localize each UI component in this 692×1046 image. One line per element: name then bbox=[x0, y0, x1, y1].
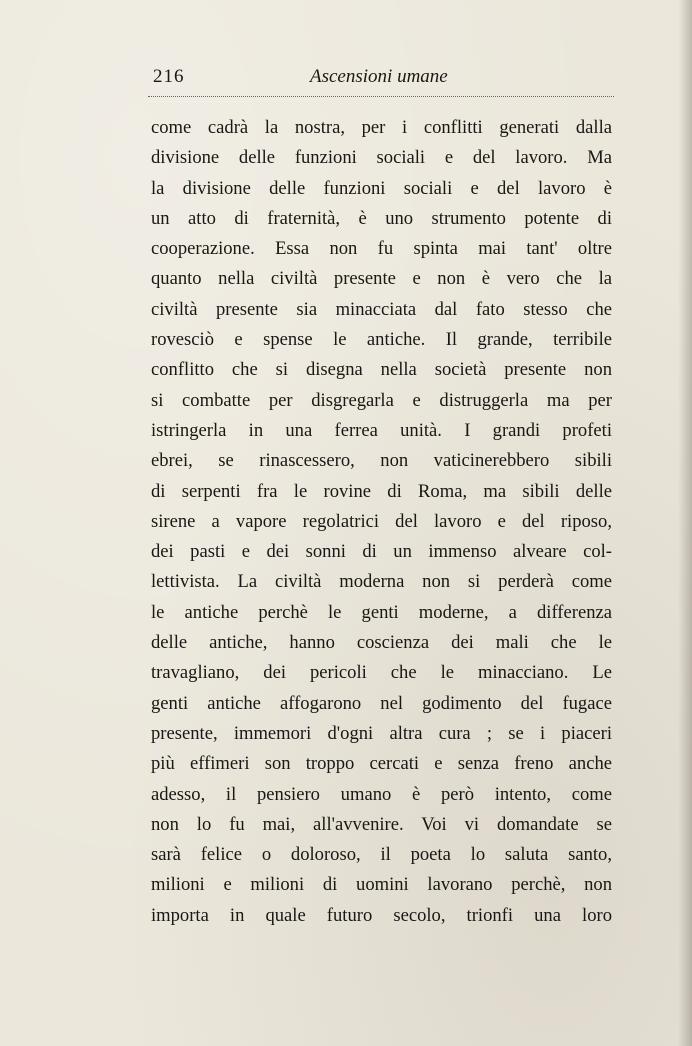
text-line: istringerla in una ferrea unità. I grandi profeti bbox=[151, 419, 612, 441]
text-line: la divisione delle funzioni sociali e del lavoro è bbox=[151, 177, 612, 199]
text-line: come cadrà la nostra, per i conflitti generati dalla bbox=[151, 117, 612, 138]
text-line: sarà felice o doloroso, il poeta lo saluta santo, bbox=[151, 844, 612, 866]
text-line: adesso, il pensiero umano è però intento, come bbox=[151, 783, 612, 805]
text-line: non lo fu mai, all'avvenire. Voi vi domandate se bbox=[151, 813, 612, 835]
text-line: cooperazione. Essa non fu spinta mai tant' oltre bbox=[151, 238, 612, 260]
text-line: genti antiche affogarono nel godimento del fugace bbox=[151, 692, 612, 714]
text-line: sirene a vapore regolatrici del lavoro e del riposo, bbox=[151, 510, 612, 532]
header-rule bbox=[148, 96, 614, 97]
text-line: si combatte per disgregarla e distruggerla ma per bbox=[151, 389, 612, 411]
page-spine-shadow bbox=[678, 0, 692, 1046]
text-line: di serpenti fra le rovine di Roma, ma sibili delle bbox=[151, 480, 612, 502]
text-line: le antiche perchè le genti moderne, a differenza bbox=[151, 601, 612, 623]
text-line: ebrei, se rinascessero, non vaticinerebbero sibili bbox=[151, 450, 612, 472]
text-line: un atto di fraternità, è uno strumento potente di bbox=[151, 207, 612, 229]
text-line: delle antiche, hanno coscienza dei mali che le bbox=[151, 632, 612, 654]
text-line: divisione delle funzioni sociali e del lavoro. Ma bbox=[151, 147, 612, 169]
text-line: travagliano, dei pericoli che le minacciano. Le bbox=[151, 662, 612, 684]
running-header bbox=[150, 62, 614, 92]
text-line: rovesciò e spense le antiche. Il grande, terribile bbox=[151, 329, 612, 351]
running-title: Ascensioni umane bbox=[310, 66, 448, 87]
body-paragraph bbox=[151, 113, 612, 931]
text-line: conflitto che si disegna nella società presente non bbox=[151, 359, 612, 381]
text-line: quanto nella civiltà presente e non è vero che la bbox=[151, 268, 612, 290]
page-number: 216 bbox=[153, 66, 185, 87]
text-line: dei pasti e dei sonni di un immenso alveare col- bbox=[151, 541, 612, 563]
text-line: più effimeri son troppo cercati e senza freno anche bbox=[151, 753, 612, 775]
text-line: lettivista. La civiltà moderna non si perderà come bbox=[151, 571, 612, 593]
text-line: presente, immemori d'ogni altra cura ; se i piaceri bbox=[151, 722, 612, 744]
text-line: milioni e milioni di uomini lavorano perchè, non bbox=[151, 874, 612, 896]
text-line: importa in quale futuro secolo, trionfi una loro bbox=[151, 904, 612, 926]
text-line: civiltà presente sia minacciata dal fato stesso che bbox=[151, 298, 612, 320]
